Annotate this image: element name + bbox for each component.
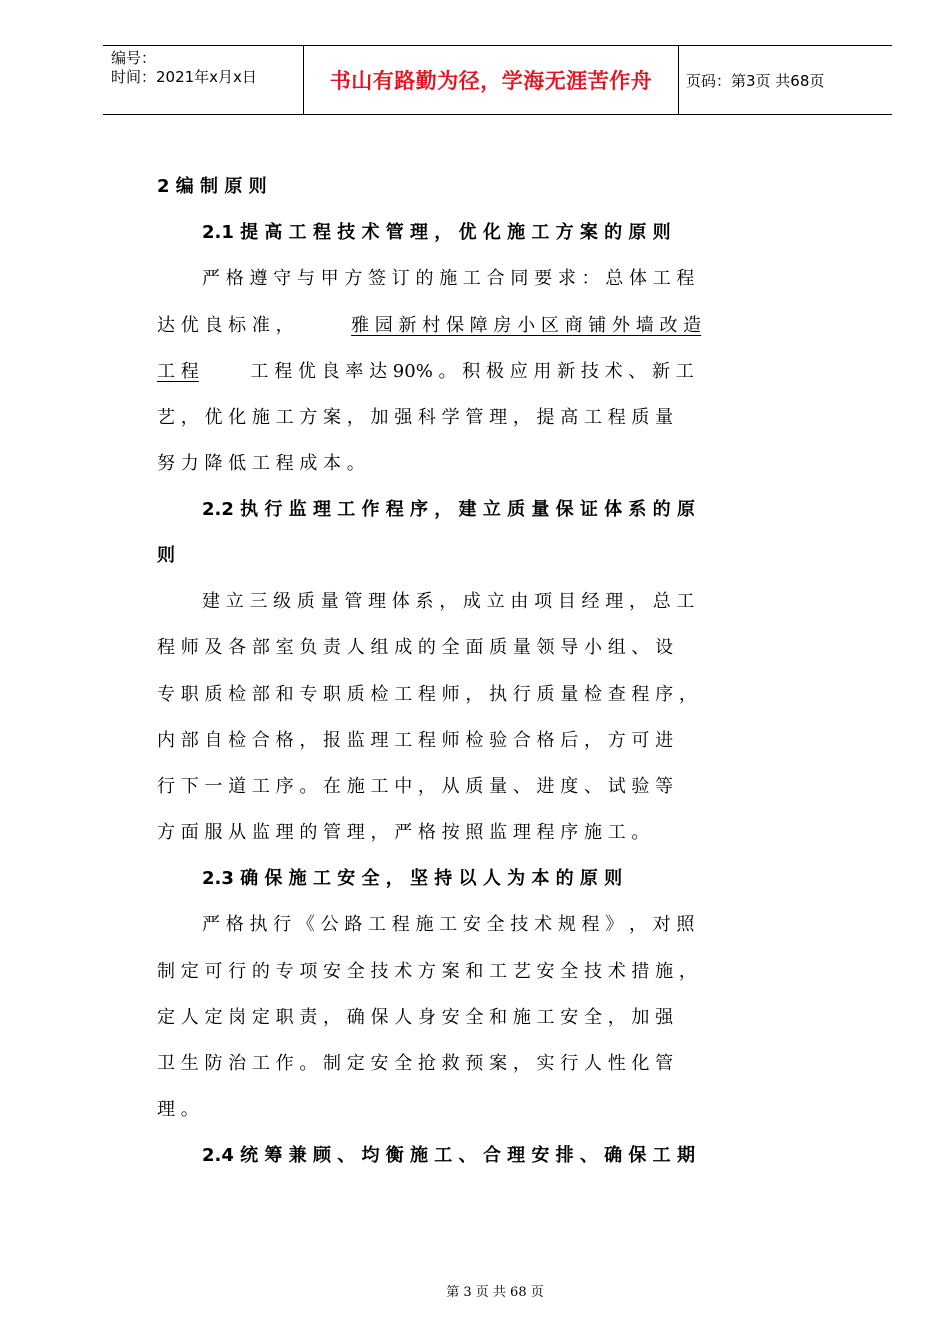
header-divider-right — [678, 46, 679, 114]
paragraph-2-1-line-4: 艺 ， 优 化 施 工 方 案 ， 加 强 科 学 管 理 ， 提 高 工 程 质 量 — [157, 407, 674, 428]
project-name-underlined — [321, 315, 701, 336]
paragraph-2-3-line-1: 严 格 执 行 《 公 路 工 程 施 工 安 全 技 术 规 程 》 ， 对 照 — [202, 914, 695, 935]
document-number-label: 编号： — [111, 49, 157, 67]
paragraph-2-3-line-4: 卫 生 防 治 工 作 。 制 定 安 全 抢 救 预 案 ， 实 行 人 性 化 管 — [157, 1053, 674, 1074]
subsection-2-4-title: 2.4 统 筹 兼 顾 、 均 衡 施 工 、 合 理 安 排 、 确 保 工 期 — [202, 1145, 695, 1166]
page-header — [103, 45, 892, 115]
paragraph-2-1-line-2 — [157, 314, 701, 338]
subsection-2-2-title: 2.2 执 行 监 理 工 作 程 序 ， 建 立 质 量 保 证 体 系 的 原 — [202, 499, 695, 520]
paragraph-2-3-line-5: 理 。 — [157, 1099, 199, 1120]
paragraph-2-1-line-1: 严 格 遵 守 与 甲 方 签 订 的 施 工 合 同 要 求 ： 总 体 工 程 — [202, 268, 695, 289]
subsection-2-3-title: 2.3 确 保 施 工 安 全 ， 坚 持 以 人 为 本 的 原 则 — [202, 868, 623, 889]
project-name-part-2: 工 程 — [157, 361, 199, 382]
paragraph-2-2-line-5: 行 下 一 道 工 序 。 在 施 工 中 ， 从 质 量 、 进 度 、 试 验 等 — [157, 776, 674, 797]
project-name-underlined-cont — [157, 361, 245, 382]
paragraph-2-1-text: 达 优 良 标 准 ， — [157, 315, 294, 336]
header-motto: 书山有路勤为径，学海无涯苦作舟 — [329, 69, 653, 93]
page-footer: 第 3 页 共 68 页 — [446, 1285, 544, 1300]
paragraph-2-2-line-4: 内 部 自 检 合 格 ， 报 监 理 工 程 师 检 验 合 格 后 ， 方 可 进 — [157, 730, 674, 751]
section-title: 2 编 制 原 则 — [157, 176, 267, 197]
header-page-number: 页码：第3页 共68页 — [686, 71, 825, 90]
document-date: 时间：2021年x月x日 — [111, 68, 257, 86]
paragraph-2-1-line-3 — [157, 360, 694, 384]
paragraph-2-2-line-3: 专 职 质 检 部 和 专 职 质 检 工 程 师 ， 执 行 质 量 检 查 程 序 ， — [157, 684, 697, 705]
paragraph-2-3-line-3: 定 人 定 岗 定 职 责 ， 确 保 人 身 安 全 和 施 工 安 全 ， 加 强 — [157, 1007, 674, 1028]
subsection-2-1-title: 2.1 提 高 工 程 技 术 管 理 ， 优 化 施 工 方 案 的 原 则 — [202, 222, 671, 243]
paragraph-2-2-line-1: 建 立 三 级 质 量 管 理 体 系 ， 成 立 由 项 目 经 理 ， 总 工 — [202, 591, 695, 612]
header-info — [111, 49, 306, 87]
paragraph-2-2-line-2: 程 师 及 各 部 室 负 责 人 组 成 的 全 面 质 量 领 导 小 组 、 设 — [157, 637, 674, 658]
paragraph-2-2-line-6: 方 面 服 从 监 理 的 管 理 ， 严 格 按 照 监 理 程 序 施 工 。 — [157, 822, 650, 843]
subsection-2-2-title-cont: 则 — [157, 545, 175, 566]
paragraph-2-1-line-5: 努 力 降 低 工 程 成 本 。 — [157, 453, 365, 474]
project-name-part-1: 雅 园 新 村 保 障 房 小 区 商 铺 外 墙 改 造 — [351, 315, 702, 336]
paragraph-2-3-line-2: 制 定 可 行 的 专 项 安 全 技 术 方 案 和 工 艺 安 全 技 术 措 施 ， — [157, 961, 697, 982]
paragraph-2-1-text-cont: 工 程 优 良 率 达 90% 。 积 极 应 用 新 技 术 、 新 工 — [250, 361, 694, 382]
